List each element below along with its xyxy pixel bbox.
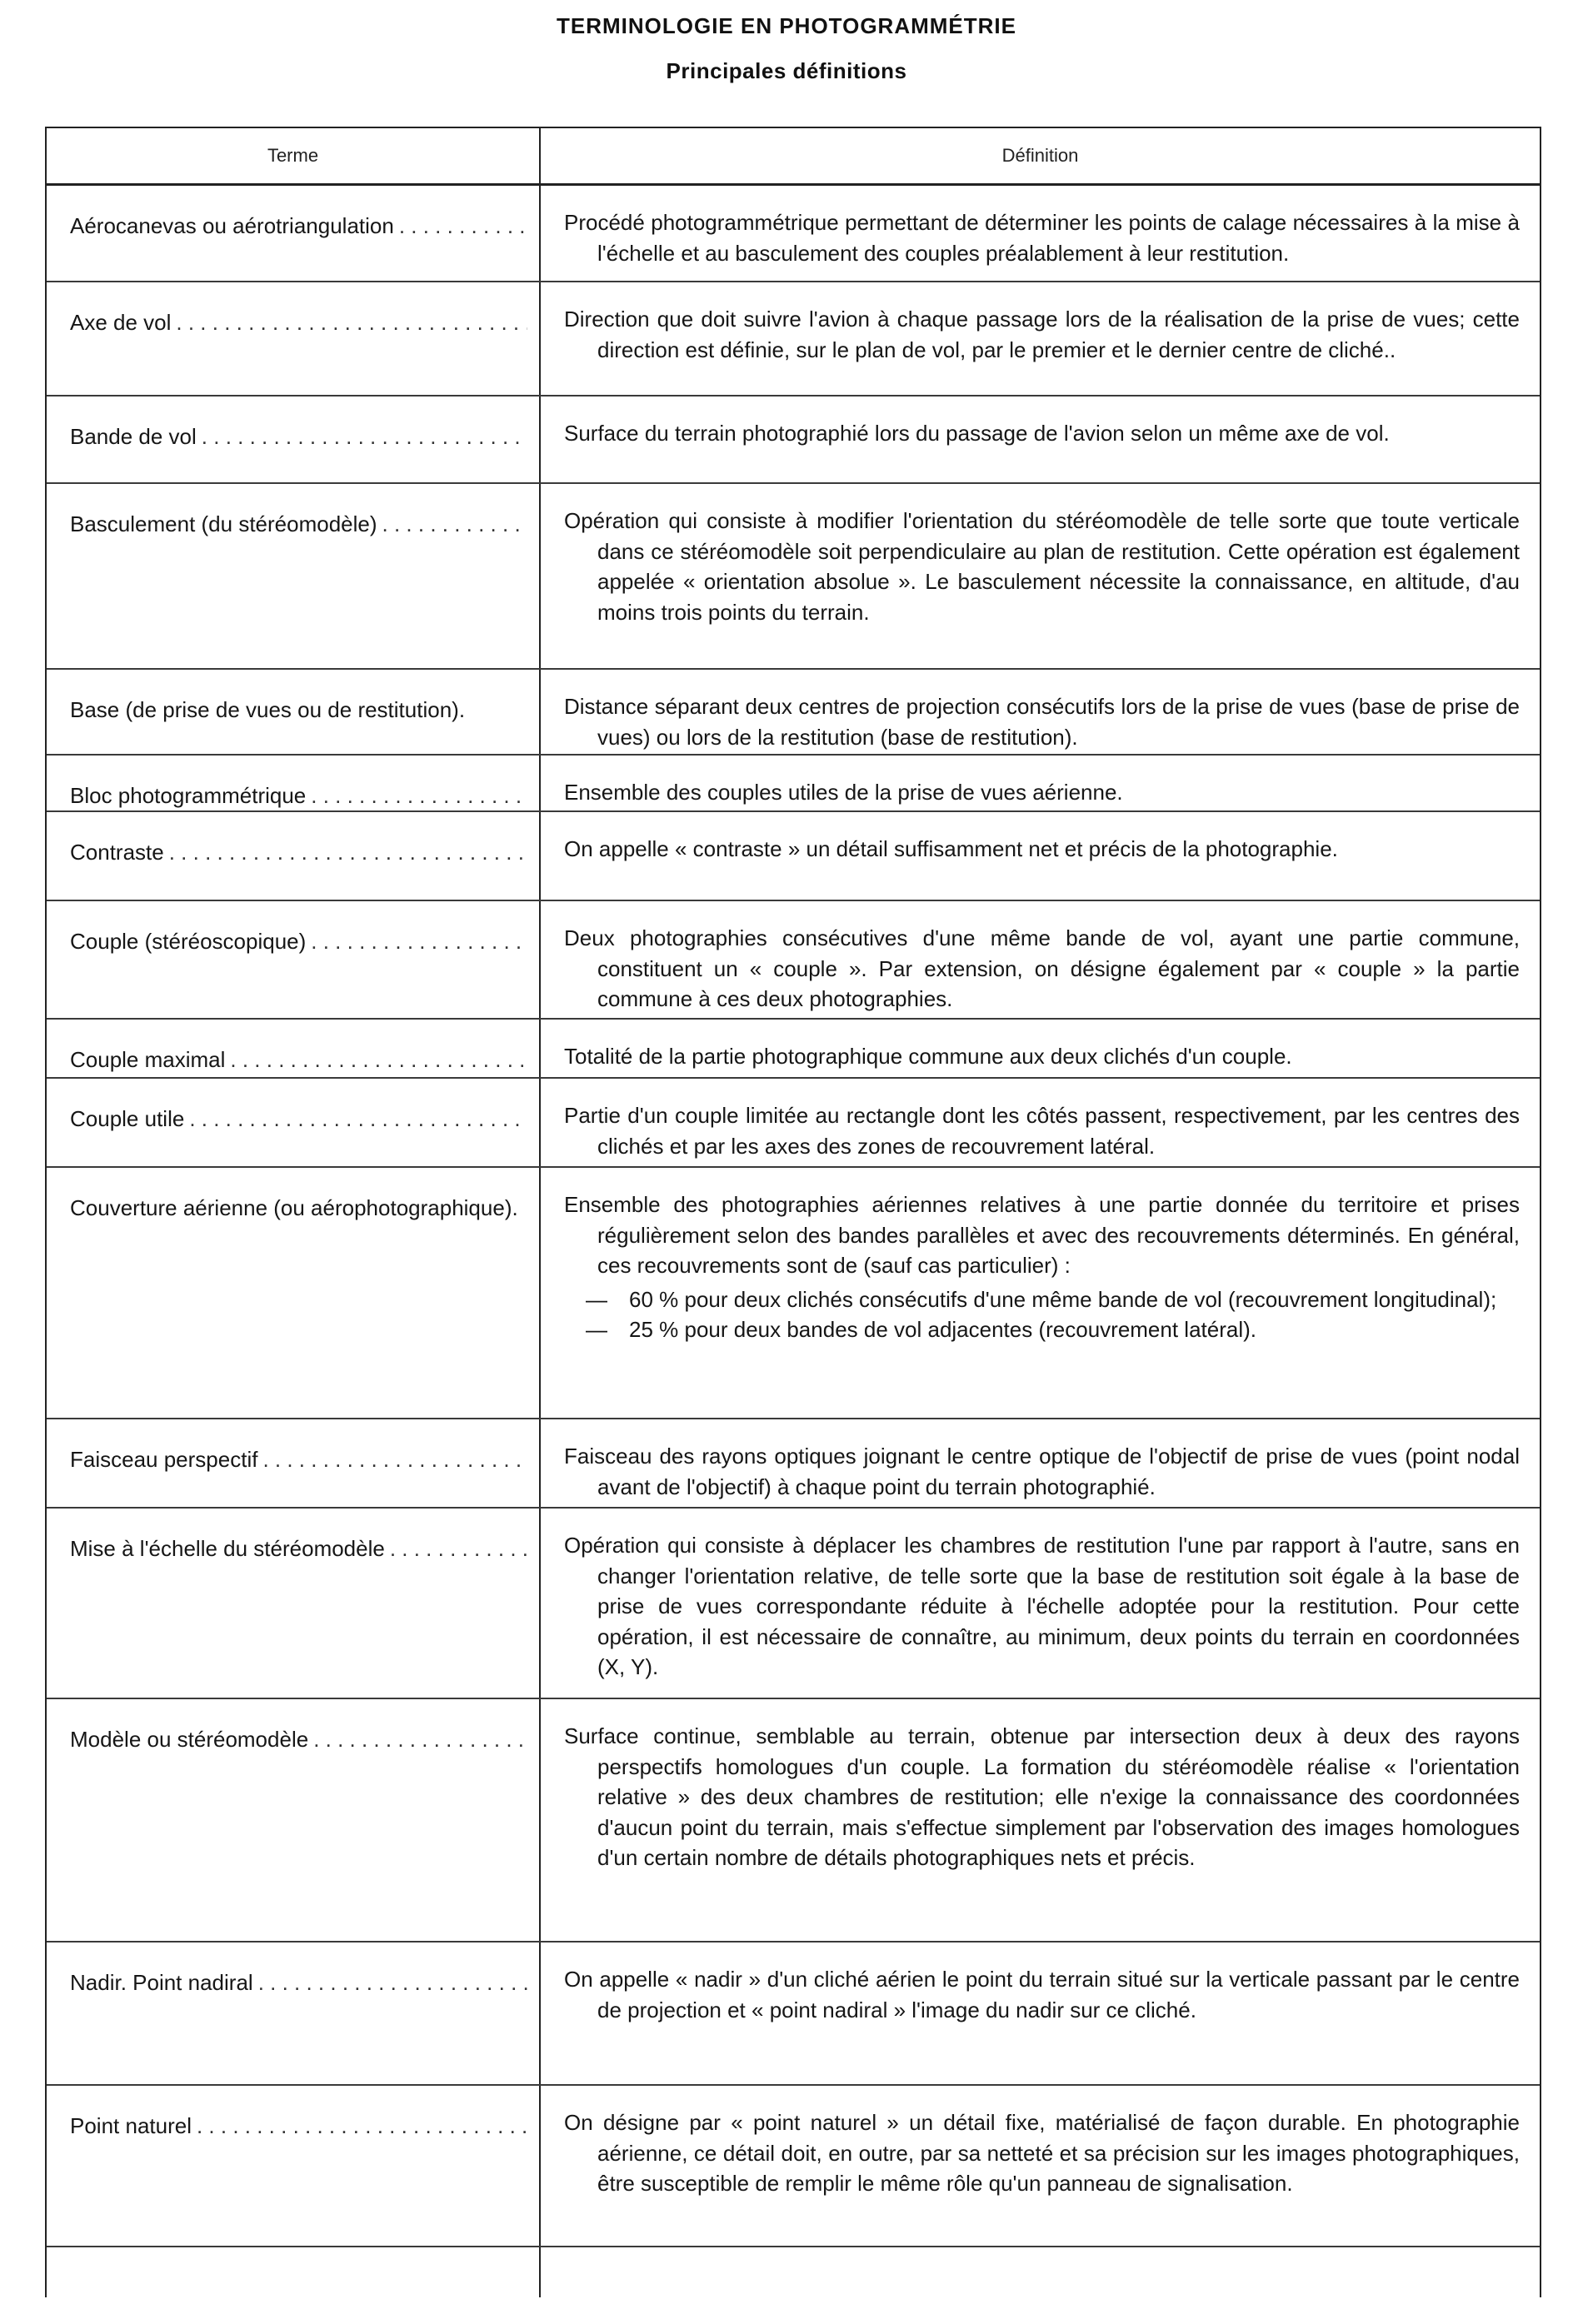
definition-text: On appelle « nadir » d'un cliché aérien le point du terrain situé sur la verticale passant par le centre de projection et « point nadiral » l'image du nadir sur ce cliché.: [564, 1967, 1520, 2022]
definition-text: Surface continue, semblable au terrain, obtenue par intersection deux à deux des rayons perspectifs homologues d'un couple. La formation du stéréomodèle réalise « l'orientation relative » des deux chambres de restitution; elle n'exige la connaissance des coordonnées d'aucun point du terrain, mais s'effectue simplement par l'observation des images homologues d'un certain nombre de détails photographiques nets et précis.: [564, 1723, 1520, 1870]
term-cell: [47, 282, 541, 395]
document-subtitle: Principales définitions: [666, 58, 907, 83]
table-row: [47, 1168, 1540, 1419]
definition-text: Opération qui consiste à déplacer les chambres de restitution l'une par rapport à l'autre, sans en changer l'orientation relative, de telle sorte que la base de restitution soit égale à la base de prise de vues correspondante réduite à l'échelle adoptée pour la restitution. Pour cette opération, il est nécessaire de connaître, au minimum, deux points du terrain en coordonnées (X, Y).: [564, 1533, 1520, 1679]
table-row-empty: [47, 2247, 1540, 2297]
dot-leader: [311, 780, 527, 810]
dot-leader: [390, 1534, 527, 1563]
definition-cell: [541, 670, 1540, 754]
list-item-text: 60 % pour deux clichés consécutifs d'une même bande de vol (recouvrement longitudinal);: [629, 1286, 1497, 1312]
dot-leader: [313, 1724, 527, 1754]
definition-cell: [541, 282, 1540, 395]
table-row: [47, 484, 1540, 670]
dot-leader: [258, 1967, 527, 1997]
term-text: Base (de prise de vues ou de restitution).: [70, 697, 466, 722]
table-row: [47, 1079, 1540, 1168]
definition-text: Surface du terrain photographié lors du passage de l'avion selon un même axe de vol.: [564, 421, 1390, 446]
dot-leader: [202, 421, 527, 451]
term-text: Couverture aérienne (ou aérophotographique).: [70, 1195, 518, 1220]
definition-text: Deux photographies consécutives d'une même bande de vol, ayant une partie commune, constituent un « couple ». Par extension, on désigne également par « couple » la partie commune à ces deux photographies.: [564, 925, 1520, 1011]
definition-cell: [541, 186, 1540, 281]
term-text: Modèle ou stéréomodèle: [70, 1727, 309, 1752]
dot-leader: [176, 307, 527, 337]
definition-text: Opération qui consiste à modifier l'orientation du stéréomodèle de telle sorte que toute verticale dans ce stéréomodèle soit perpendiculaire au plan de restitution. Cette opération est également appelée « orientation absolue ». Le basculement nécessite la connaissance, en altitude, d'au moins trois points du terrain.: [564, 508, 1520, 625]
term-text: Bloc photogrammétrique: [70, 783, 307, 808]
list-item-text: 25 % pour deux bandes de vol adjacentes (recouvrement latéral).: [629, 1317, 1256, 1342]
definition-text: Ensemble des couples utiles de la prise de vues aérienne.: [564, 780, 1123, 805]
table-row: [47, 282, 1540, 396]
term-cell: [47, 756, 541, 810]
term-cell: [47, 1020, 541, 1077]
definition-text: Distance séparant deux centres de projection consécutifs lors de la prise de vues (base de prise de vues) ou lors de la restitution (base de restitution).: [564, 694, 1520, 750]
term-text: Couple maximal: [70, 1047, 226, 1072]
term-text: Faisceau perspectif: [70, 1447, 258, 1472]
term-cell: [47, 670, 541, 754]
definition-cell: [541, 812, 1540, 900]
table-row: [47, 812, 1540, 901]
definition-cell: [541, 1079, 1540, 1166]
definition-cell: [541, 1419, 1540, 1507]
column-header-term: Terme: [47, 128, 541, 183]
definition-cell: [541, 1942, 1540, 2084]
dot-leader: [169, 837, 527, 867]
term-cell: [47, 901, 541, 1018]
definition-cell: [541, 484, 1540, 668]
document-title: TERMINOLOGIE EN PHOTOGRAMMÉTRIE: [557, 13, 1016, 38]
table-row: [47, 901, 1540, 1020]
definition-text: Ensemble des photographies aériennes relatives à une partie donnée du territoire et prises régulièrement selon des bandes parallèles et avec des recouvrements déterminés. En général, ces recouvrements sont de (sauf cas particulier) :: [564, 1192, 1520, 1278]
definition-cell: [541, 2086, 1540, 2246]
definition-text: Totalité de la partie photographique commune aux deux clichés d'un couple.: [564, 1044, 1292, 1069]
list-item: [564, 1284, 1520, 1315]
table-row: [47, 1020, 1540, 1079]
table-row: [47, 1419, 1540, 1509]
definition-text: Partie d'un couple limitée au rectangle dont les côtés passent, respectivement, par les centres des clichés et par les axes des zones de recouvrement latéral.: [564, 1103, 1520, 1159]
table-row: [47, 186, 1540, 282]
dot-leader: [230, 1045, 527, 1075]
dash-bullet: —: [586, 1317, 607, 1342]
term-cell: [47, 186, 541, 281]
term-cell: [47, 1942, 541, 2084]
term-text: Axe de vol: [70, 310, 172, 335]
definition-text: Procédé photogrammétrique permettant de déterminer les points de calage nécessaires à la mise à l'échelle et au basculement des couples préalablement à leur restitution.: [564, 210, 1520, 266]
term-cell: [47, 1699, 541, 1941]
term-cell: [47, 1509, 541, 1698]
term-cell: [47, 2086, 541, 2246]
table-row: [47, 670, 1540, 756]
table-row: [47, 756, 1540, 812]
term-text: Couple utile: [70, 1106, 185, 1131]
definition-text: Faisceau des rayons optiques joignant le centre optique de l'objectif de prise de vues (point nodal avant de l'objectif) à chaque point du terrain photographié.: [564, 1444, 1520, 1499]
column-header-definition: Définition: [1001, 145, 1079, 166]
table-row: [47, 1699, 1540, 1942]
definition-cell: [541, 1020, 1540, 1077]
definition-cell: [541, 396, 1540, 482]
definitions-table: [45, 127, 1541, 2297]
term-text: Nadir. Point nadiral: [70, 1970, 253, 1995]
definition-text: On désigne par « point naturel » un détail fixe, matérialisé de façon durable. En photographie aérienne, ce détail doit, en outre, par sa netteté et sa précision sur les images photographiques, être susceptible de remplir le même rôle qu'un panneau de signalisation.: [564, 2110, 1520, 2196]
term-cell: [47, 1168, 541, 1418]
dot-leader: [399, 211, 527, 241]
table-row: [47, 1509, 1540, 1699]
term-text: Bande de vol: [70, 424, 197, 449]
term-text: Mise à l'échelle du stéréomodèle: [70, 1536, 385, 1561]
dot-leader: [197, 2111, 527, 2141]
definition-cell: [541, 1168, 1540, 1418]
term-text: Aérocanevas ou aérotriangulation: [70, 213, 394, 238]
term-cell: [47, 1419, 541, 1507]
term-text: Couple (stéréoscopique): [70, 929, 307, 954]
table-row: [47, 396, 1540, 484]
term-text: Basculement (du stéréomodèle): [70, 511, 377, 536]
list-item: [564, 1314, 1520, 1345]
term-text: Point naturel: [70, 2113, 192, 2138]
empty-term-cell: [47, 2247, 541, 2297]
dash-bullet: —: [586, 1286, 607, 1312]
overlap-list: [564, 1284, 1520, 1345]
definition-cell: [541, 901, 1540, 1018]
dot-leader: [262, 1444, 527, 1474]
table-row: [47, 1942, 1540, 2086]
term-cell: [47, 484, 541, 668]
term-cell: [47, 1079, 541, 1166]
table-header: [47, 128, 1540, 186]
table-row: [47, 2086, 1540, 2247]
term-cell: [47, 812, 541, 900]
definition-text: On appelle « contraste » un détail suffisamment net et précis de la photographie.: [564, 836, 1338, 861]
definition-cell: [541, 1509, 1540, 1698]
term-text: Contraste: [70, 840, 164, 865]
definition-cell: [541, 756, 1540, 810]
dot-leader: [311, 926, 527, 956]
dot-leader: [189, 1104, 527, 1134]
term-cell: [47, 396, 541, 482]
dot-leader: [382, 509, 527, 539]
definition-text: Direction que doit suivre l'avion à chaque passage lors de la réalisation de la prise de vues; cette direction est définie, sur le plan de vol, par le premier et le dernier centre de cliché..: [564, 307, 1520, 362]
empty-definition-cell: [541, 2247, 1540, 2297]
definition-cell: [541, 1699, 1540, 1941]
